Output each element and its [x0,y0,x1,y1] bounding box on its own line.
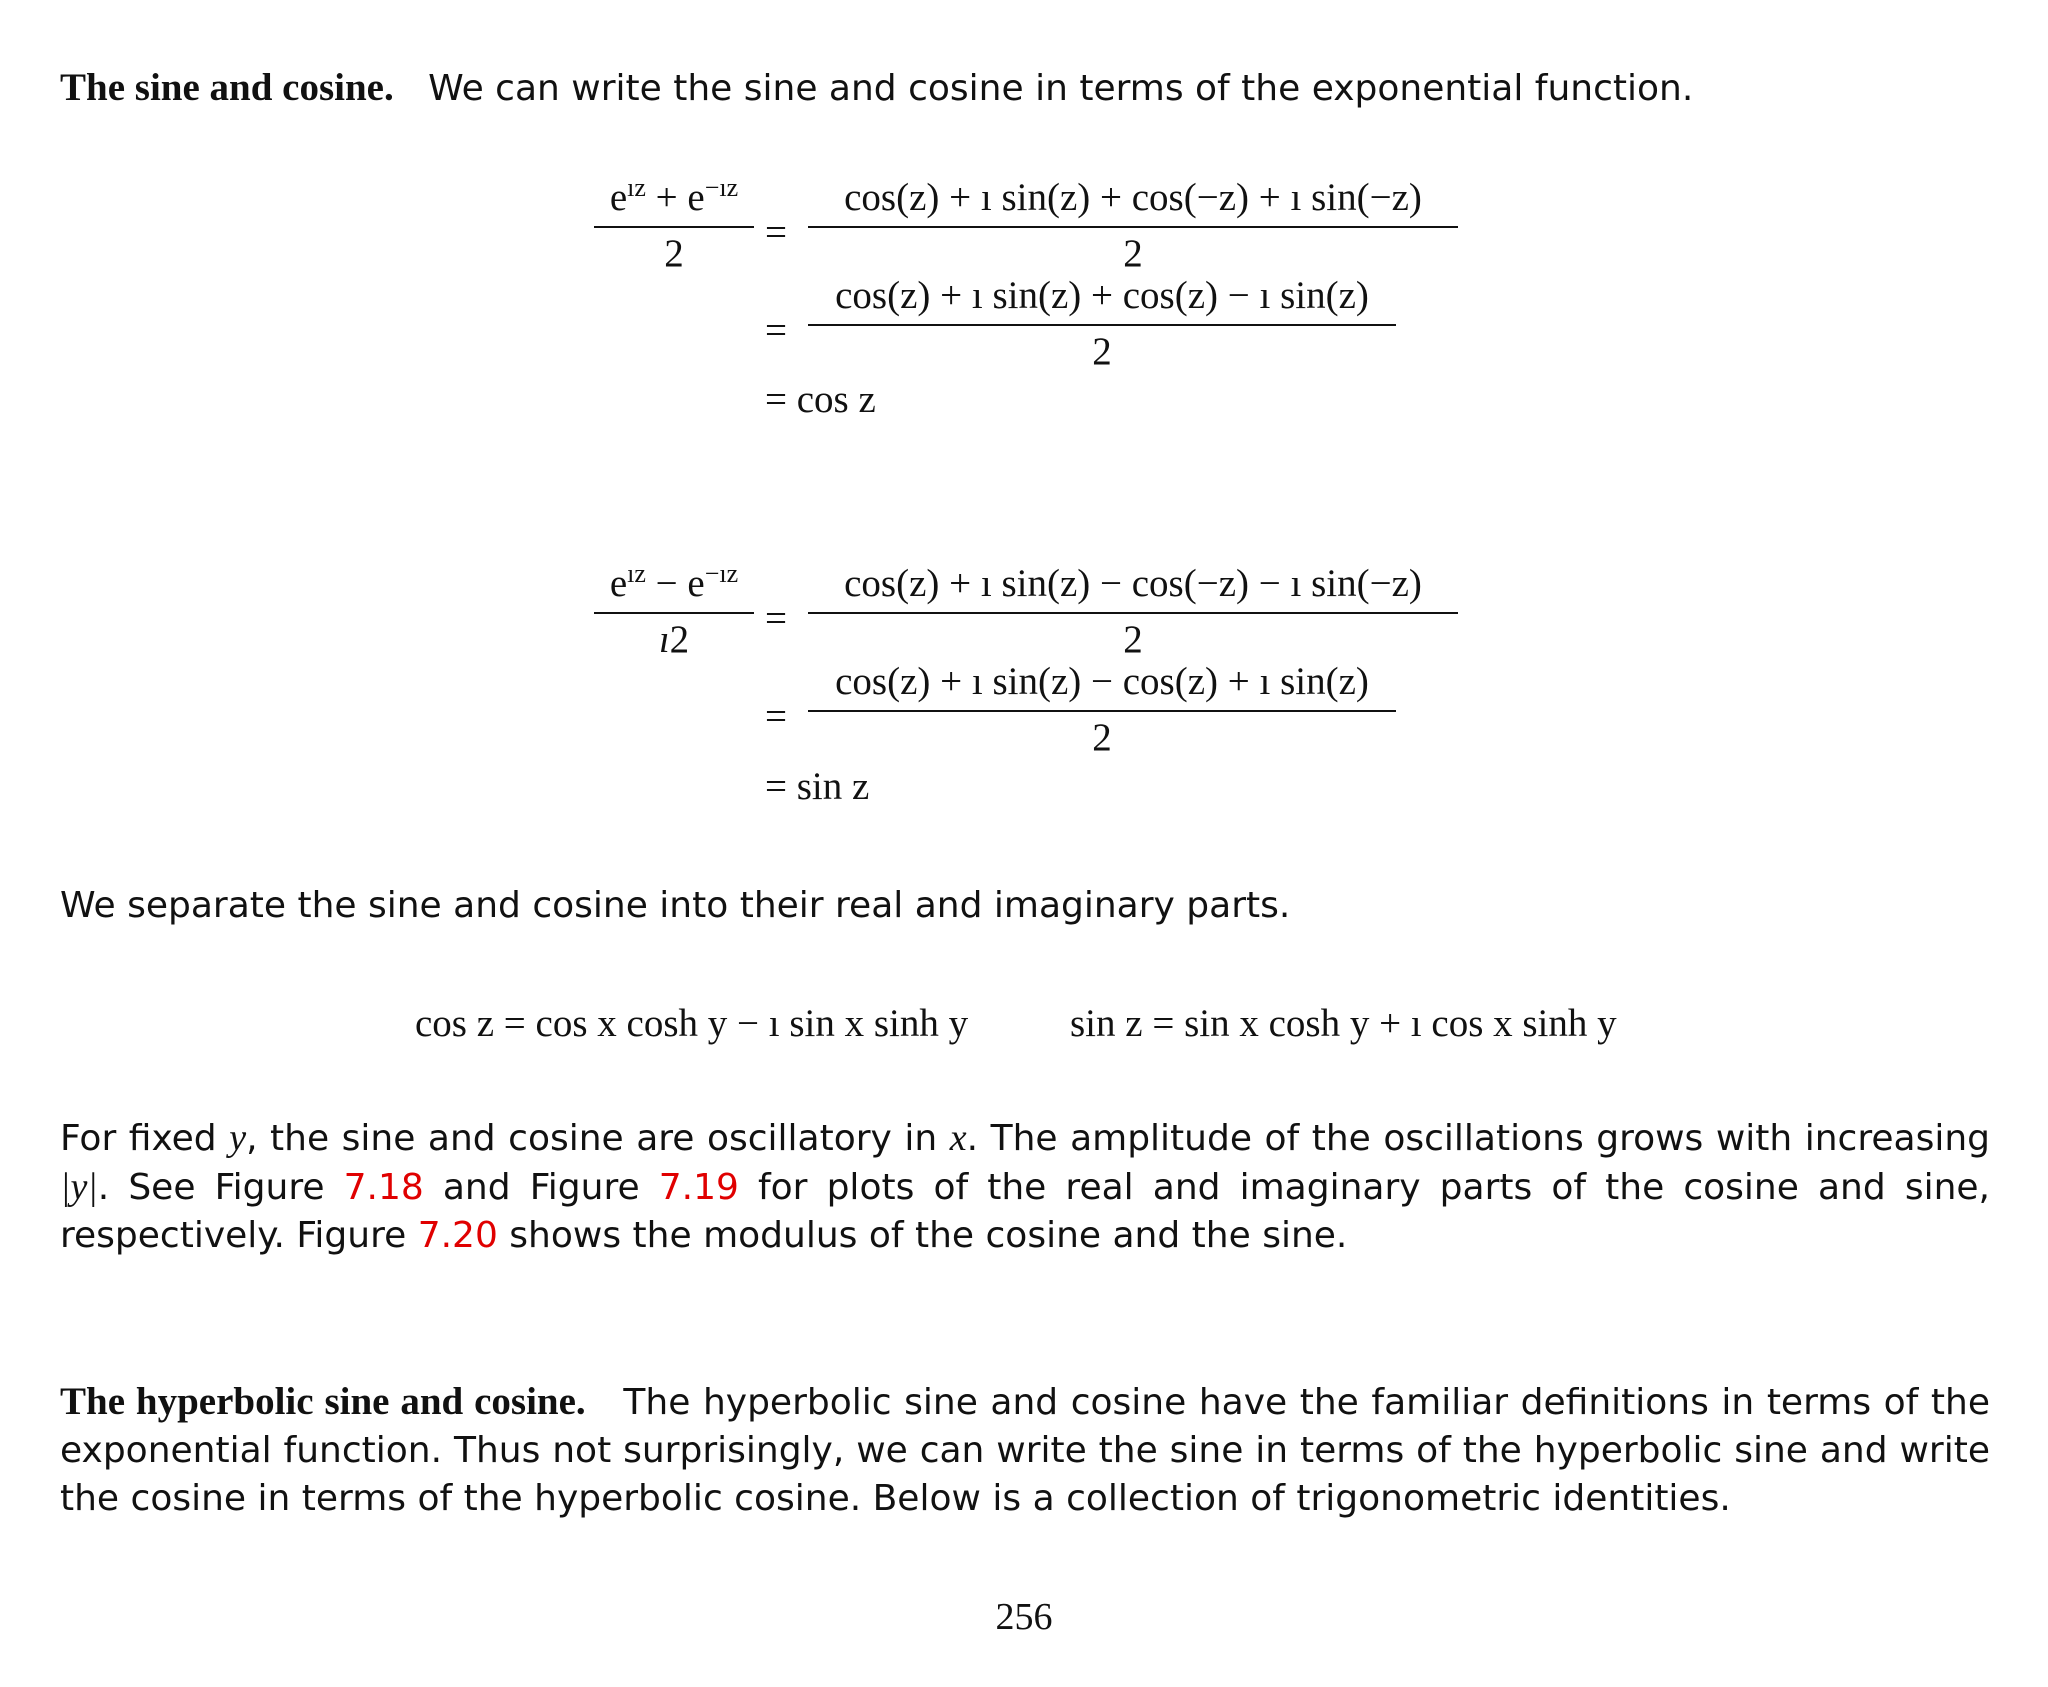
eq-sin-step1-den: 2 [1123,618,1143,661]
sin-parts-equation: sin z = sin x cosh y + ı cos x sinh y [1070,1002,1617,1045]
eq-cos-step1-num: cos(z) + ı sin(z) + cos(−z) + ı sin(−z) [844,176,1422,219]
oscillation-paragraph: For fixed y, the sine and cosine are oscillatory in x. The amplitude of the oscillations grows with increasing |y|. See Figure 7.18 and Figure 7.19 for plots of the real and imaginary parts of the cosine and sine, respectively. Figure 7.20 shows the modulus of the cosine and the sine. [60,1117,1990,1256]
eq-cos-step2-num: cos(z) + ı sin(z) + cos(z) − ı sin(z) [835,274,1369,317]
figure-ref-7-19[interactable]: 7.19 [658,1167,739,1208]
eq-sin-step2 [808,656,1396,759]
equals-sign: = [765,695,787,738]
cos-parts-equation: cos z = cos x cosh y − ı sin x sinh y [415,1002,969,1045]
eq-cos-lhs: $e^{ız} + e^{-ız}$ 2 [594,172,754,272]
eq-sin-result: = sin z [765,765,870,808]
equals-sign: = [765,211,787,254]
eq-cos-lhs-den: 2 [664,232,684,275]
equals-sign: = [765,597,787,640]
eq-sin-step2-den: 2 [1092,716,1112,759]
eq-sin-step1-num: cos(z) + ı sin(z) − cos(−z) − ı sin(−z) [844,562,1422,605]
eq-cos-step2-den: 2 [1092,330,1112,373]
eq-cos-step1-den: 2 [1123,232,1143,275]
section1-heading: The sine and cosine. [60,66,394,109]
section1-paragraph [60,64,1990,113]
eq-cos-result: = cos z [765,378,876,421]
separate-text: We separate the sine and cosine into their real and imaginary parts. [60,885,1291,926]
eq-cos-step1 [808,172,1458,275]
figure-ref-7-18[interactable]: 7.18 [343,1167,424,1208]
figure-ref-7-20[interactable]: 7.20 [417,1215,498,1256]
eq-sin-lhs: $e^{ız} - e^{-ız}$ ı2 [594,558,754,658]
section1-intro: We can write the sine and cosine in terms of the exponential function. [428,68,1694,109]
eq-sin-step2-num: cos(z) + ı sin(z) − cos(z) + ı sin(z) [835,660,1369,703]
eq-sin-lhs-den: ı2 [658,618,690,661]
page-number: 256 [995,1596,1053,1638]
section2-paragraph [60,1378,1990,1523]
equals-sign: = [765,309,787,352]
eq-cos-step2 [808,270,1396,373]
eq-sin-step1 [808,558,1458,661]
section2-body: The hyperbolic sine and cosine have the familiar definitions in terms of the exponential function. Thus not surprisingly, we can write the sine in terms of the hyperbolic sine and write the cosine in terms of the hyperbolic cosine. Below is a collection of trigonometric identities. [60,1382,1990,1519]
section2-heading: The hyperbolic sine and cosine. [60,1380,586,1423]
